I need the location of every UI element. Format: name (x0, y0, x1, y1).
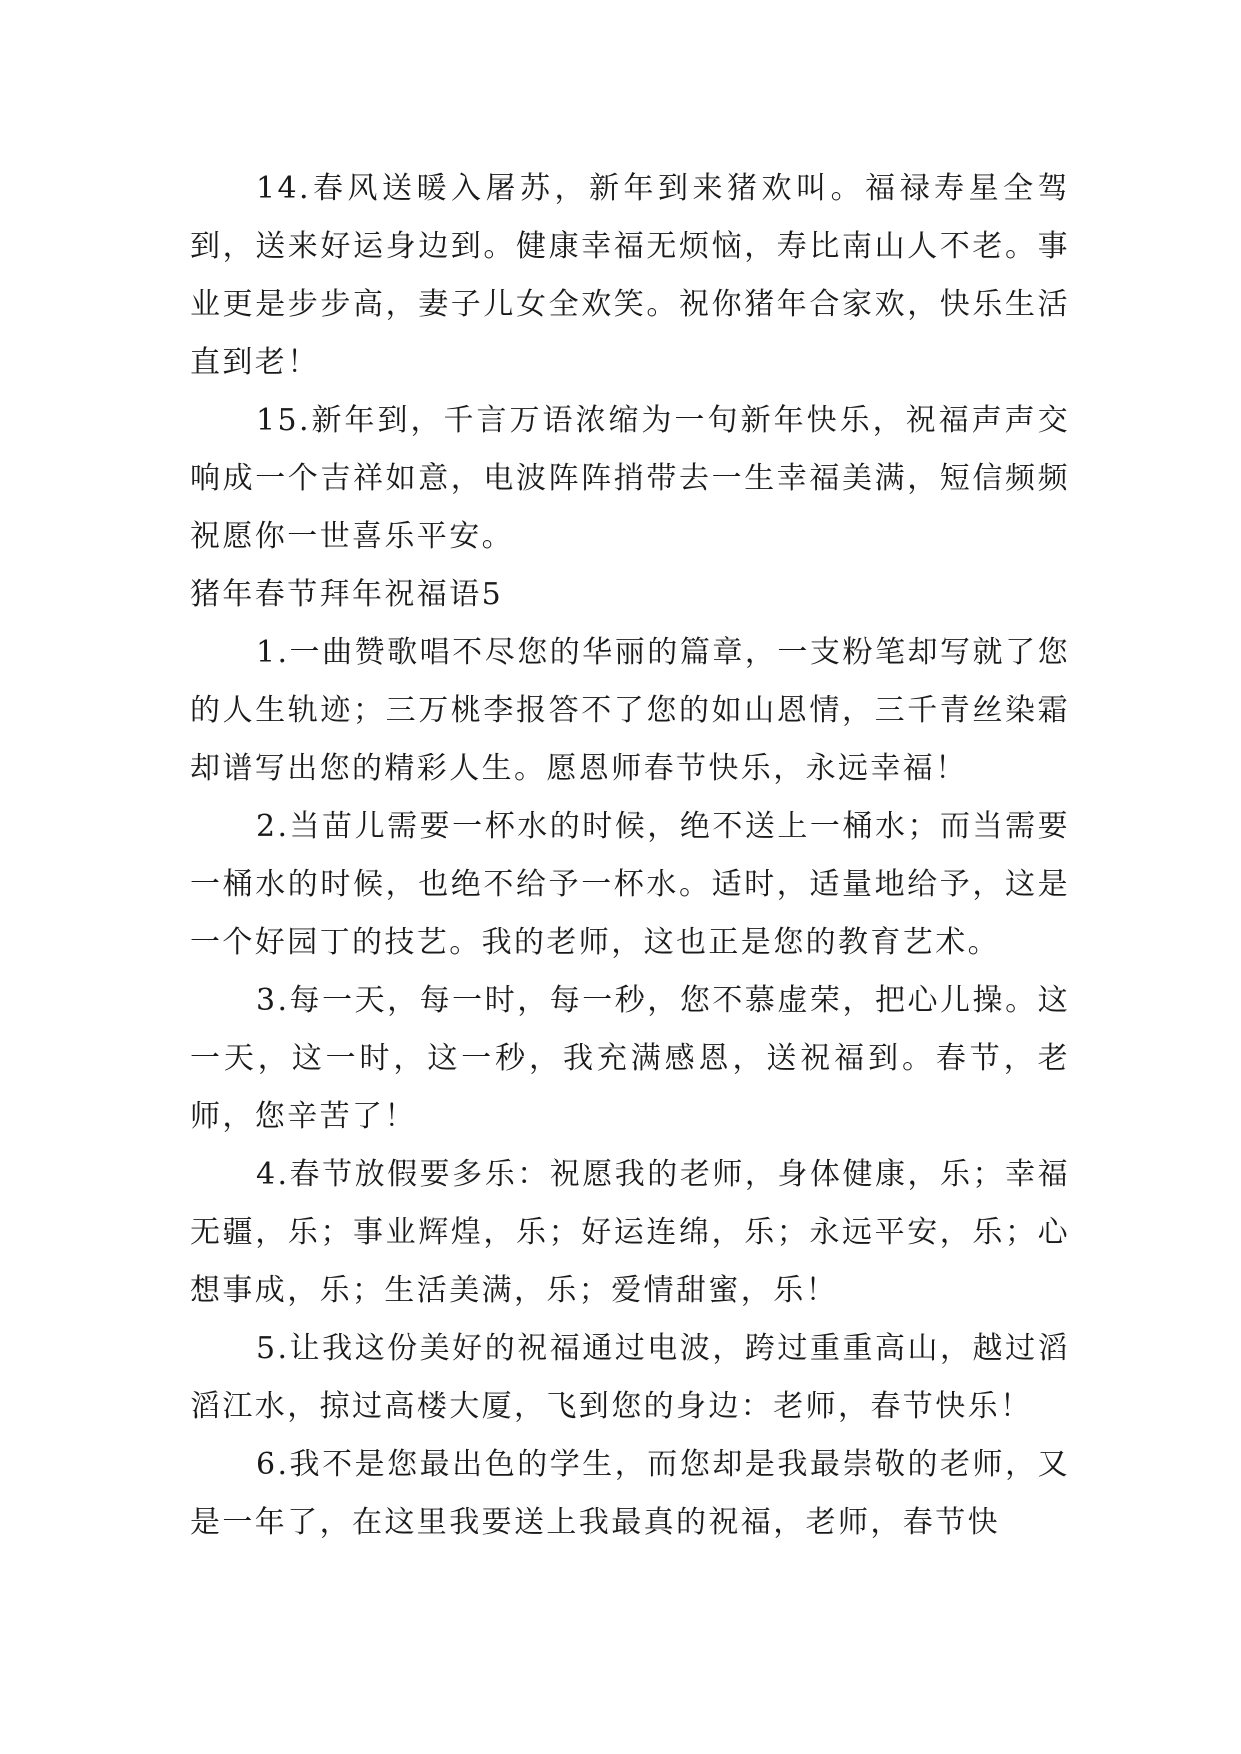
paragraph-15: 15.新年到，千言万语浓缩为一句新年快乐，祝福声声交响成一个吉祥如意，电波阵阵捎带去一生幸福美满，短信频频祝愿你一世喜乐平安。 (190, 403, 1070, 554)
document-page (190, 160, 1070, 1552)
paragraph-2: 2.当苗儿需要一杯水的时候，绝不送上一桶水；而当需要一桶水的时候，也绝不给予一杯水。适时，适量地给予，这是一个好园丁的技艺。我的老师，这也正是您的教育艺术。 (190, 809, 1070, 960)
section-heading: 猪年春节拜年祝福语5 (190, 577, 504, 612)
paragraph-1: 1.一曲赞歌唱不尽您的华丽的篇章，一支粉笔却写就了您的人生轨迹；三万桃李报答不了您的如山恩情，三千青丝染霜却谱写出您的精彩人生。愿恩师春节快乐，永远幸福！ (190, 635, 1070, 786)
paragraph-3: 3.每一天，每一时，每一秒，您不慕虚荣，把心儿操。这一天，这一时，这一秒，我充满感恩，送祝福到。春节，老师，您辛苦了！ (190, 983, 1070, 1134)
paragraph-4: 4.春节放假要多乐：祝愿我的老师，身体健康，乐；幸福无疆，乐；事业辉煌，乐；好运连绵，乐；永远平安，乐；心想事成，乐；生活美满，乐；爱情甜蜜，乐！ (190, 1157, 1070, 1308)
paragraph-6: 6.我不是您最出色的学生，而您却是我最崇敬的老师，又是一年了，在这里我要送上我最真的祝福，老师，春节快 (190, 1447, 1070, 1540)
paragraph-14: 14.春风送暖入屠苏，新年到来猪欢叫。福禄寿星全驾到，送来好运身边到。健康幸福无烦恼，寿比南山人不老。事业更是步步高，妻子儿女全欢笑。祝你猪年合家欢，快乐生活直到老！ (190, 171, 1070, 380)
paragraph-5: 5.让我这份美好的祝福通过电波，跨过重重高山，越过滔滔江水，掠过高楼大厦，飞到您的身边：老师，春节快乐！ (190, 1331, 1070, 1424)
